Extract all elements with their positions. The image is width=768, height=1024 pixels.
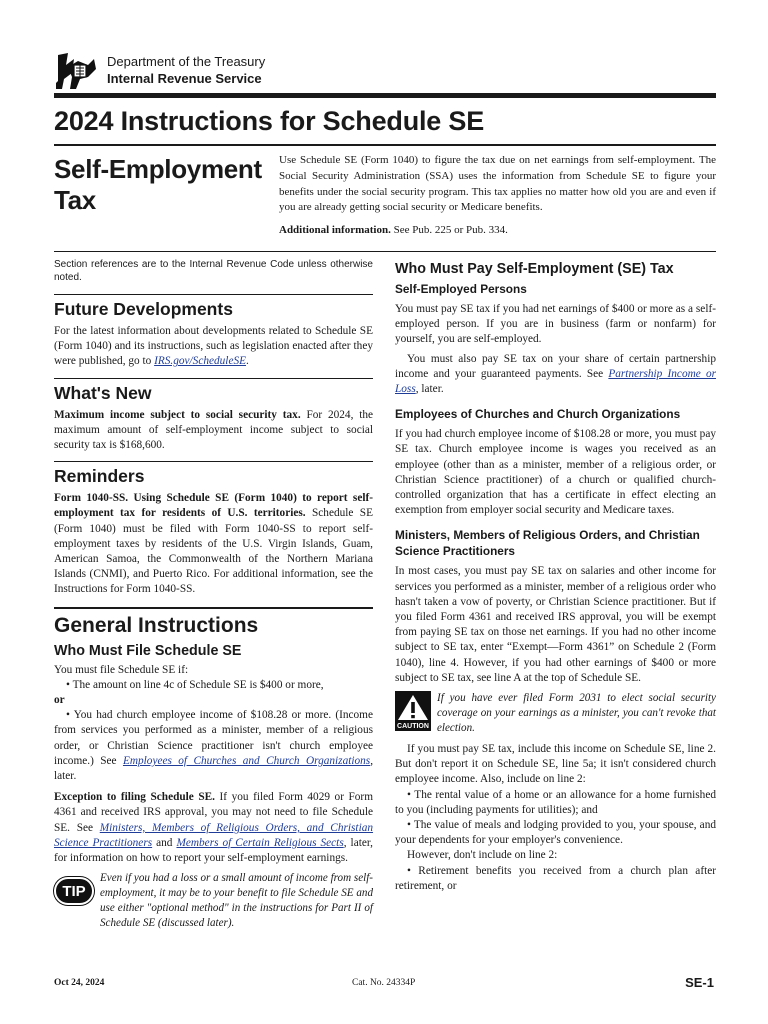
- partnership-income-link[interactable]: Partnership Income or Loss: [395, 367, 716, 396]
- tip-icon: [54, 871, 94, 931]
- footer-date: Oct 24, 2024: [54, 978, 105, 988]
- bullet2-text: • You had church employee income of $108.28 or more. (Income from services you performed as a minister, member of a religious order, or Christian Science practitioner isn't church employee income.) See: [54, 709, 373, 767]
- general-instructions-heading: General Instructions: [54, 607, 373, 638]
- section-references-note: Section references are to the Internal Revenue Code unless otherwise noted.: [54, 259, 373, 283]
- future-end: .: [246, 355, 249, 368]
- reminders-text: [54, 491, 373, 597]
- intro-block: [279, 153, 716, 239]
- church-employees-heading: Employees of Churches and Church Organizations: [395, 407, 681, 422]
- or-label: or: [54, 694, 65, 707]
- agency-name: [107, 53, 265, 87]
- rental-value-bullet: • The rental value of a home or an allowance for a home furnished to you (including payments for utilities); and: [395, 788, 716, 816]
- whats-new-heading: What's New: [54, 378, 373, 404]
- ministers-heading: Ministers, Members of Religious Orders, and Christian Science Practitioners: [395, 528, 700, 559]
- title-rule: [54, 144, 716, 146]
- additional-info: [279, 223, 716, 239]
- exception-body: If you filed Form 4029 or Form 4361 and received IRS approval, you may not need to file Schedule SE. See: [54, 791, 373, 834]
- caution-text: If you have ever filed Form 2031 to elect social security coverage on your earnings as a minister, you can't revoke that election.: [437, 692, 716, 735]
- future-developments-text: [54, 324, 373, 370]
- whats-new-text: [54, 408, 373, 454]
- church-employees-text: If you had church employee income of $108.28 or more, you must pay SE tax. Church employee income is wages you received as an employee (other than as a minister, member of a religious order, or Christian Science practitioner) of a church or qualified church-controlled organization that has a certificate in effect electing an exemption from employer social security and Medicare taxes.: [395, 428, 716, 517]
- file-bullet-1: • The amount on line 4c of Schedule SE is $400 or more,: [66, 678, 324, 691]
- whats-new-bold: Maximum income subject to social security tax.: [54, 408, 301, 421]
- exception-and: and: [152, 836, 177, 849]
- subtitle-line-1: Self-Employment: [54, 154, 262, 184]
- must-file-text: You must file Schedule SE if:: [54, 663, 189, 676]
- who-must-pay-heading: Who Must Pay Self-Employment (SE) Tax: [395, 261, 674, 277]
- exception-bold: Exception to filing Schedule SE.: [54, 791, 215, 804]
- intro-paragraph: Use Schedule SE (Form 1040) to figure the tax due on net earnings from self-employment. The Social Security Administration (SSA) uses the information from Schedule SE to figure your benefits under the social security program. This tax applies no matter how old you are and even if you are already getting social security or Medicare benefits.: [279, 154, 716, 214]
- exception-text: [54, 790, 373, 866]
- however-text: However, don't include on line 2:: [407, 849, 558, 862]
- tip-label: TIP: [54, 877, 94, 905]
- employees-churches-link[interactable]: Employees of Churches and Church Organizations: [122, 754, 371, 767]
- self-emp-p2-text: You must also pay SE tax on your share of certain partnership income and your guaranteed payments. See: [395, 352, 716, 380]
- ministers-link[interactable]: Ministers, Members of Religious Orders, and Christian Science Practitioners: [54, 821, 374, 849]
- document-title: 2024 Instructions for Schedule SE: [54, 106, 485, 136]
- irs-schedulese-link[interactable]: IRS.gov/ScheduleSE: [154, 355, 247, 368]
- page-number: SE-1: [685, 975, 714, 990]
- self-emp-p2-end: , later.: [415, 383, 444, 396]
- file-bullet-2: [54, 708, 373, 784]
- caution-icon: [395, 691, 431, 736]
- document-subtitle: [54, 154, 262, 216]
- reminders-bold: Form 1040-SS. Using Schedule SE (Form 1040) to report self-employment tax for residents of U.S. territories.: [54, 492, 373, 520]
- self-employed-heading: Self-Employed Persons: [395, 282, 527, 296]
- future-developments-heading: Future Developments: [54, 294, 373, 320]
- or-text: [54, 693, 373, 708]
- meals-lodging-bullet: • The value of meals and lodging provided to you, your spouse, and your dependents for your employer's convenience.: [395, 819, 716, 847]
- right-column: [395, 258, 716, 894]
- retirement-bullet: • Retirement benefits you received from a church plan after retirement, or: [395, 864, 716, 892]
- tip-text: Even if you had a loss or a small amount of income from self-employment, it may be to your benefit to file Schedule SE and use either "optional method" in the instructions for Part II of Schedule SE (discussed later).: [100, 872, 373, 930]
- subtitle-line-2: Tax: [54, 185, 96, 215]
- ministers-text: In most cases, you must pay SE tax on salaries and other income for services you performed as a minister, member of a religious order who hasn't taken a vow of poverty, or Christian Science practitioner. But if you filed Form 4361 and received IRS approval, you will be exempt from paying SE tax on those net earnings. If you had no other income subject to SE tax, enter “Exempt—Form 4361” on Schedule 2 (Form 1040), line 4. However, if you had other earnings of $400 or more subject to SE tax, see line A at the top of Schedule SE.: [395, 565, 716, 684]
- self-employed-p2: [395, 352, 716, 398]
- reminders-body: Schedule SE (Form 1040) must be filed with Form 1040-SS to report self-employment taxes by residents of the U.S. Virgin Islands, Guam, American Samoa, the Commonwealth of the Northern Mariana Islands (CNMI), and Puerto Rico. For additional information, see the Instructions for Form 1040-SS.: [54, 507, 373, 596]
- self-employed-p1: You must pay SE tax if you had net earnings of $400 or more as a self-employed person. If you are in business (farm or nonfarm) for yourself, you are self-employed.: [395, 303, 716, 346]
- future-text: For the latest information about developments related to Schedule SE (Form 1040) and its instructions, such as legislation enacted after they were published, go to: [54, 325, 373, 368]
- bullet2-end: , later.: [54, 754, 374, 783]
- tip-callout: [54, 871, 373, 931]
- agency-line: Internal Revenue Service: [107, 71, 262, 86]
- exception-end: , later, for information on how to report your self-employment earnings.: [54, 836, 373, 865]
- reminders-heading: Reminders: [54, 461, 373, 487]
- additional-info-text: See Pub. 225 or Pub. 334.: [390, 224, 508, 237]
- irs-eagle-logo-icon: [54, 49, 100, 91]
- footer-catalog-number: Cat. No. 24334P: [352, 978, 416, 988]
- department-line: Department of the Treasury: [107, 54, 266, 69]
- additional-info-label: Additional information.: [279, 224, 391, 237]
- whats-new-body: For 2024, the maximum amount of self-employment income subject to social security tax is $168,600.: [54, 408, 374, 452]
- religious-sects-link[interactable]: Members of Certain Religious Sects: [176, 836, 344, 849]
- header-rule: [54, 93, 716, 98]
- pay-se-text: If you must pay SE tax, include this income on Schedule SE, line 2. But don't report it on Schedule SE, line 5a; it isn't considered church employee income. Also, include on line 2:: [395, 743, 716, 786]
- caution-label: CAUTION: [397, 723, 429, 731]
- section-rule: [54, 251, 716, 252]
- who-must-file-heading: Who Must File Schedule SE: [54, 642, 242, 659]
- caution-callout: [395, 691, 716, 736]
- left-column: [54, 258, 373, 935]
